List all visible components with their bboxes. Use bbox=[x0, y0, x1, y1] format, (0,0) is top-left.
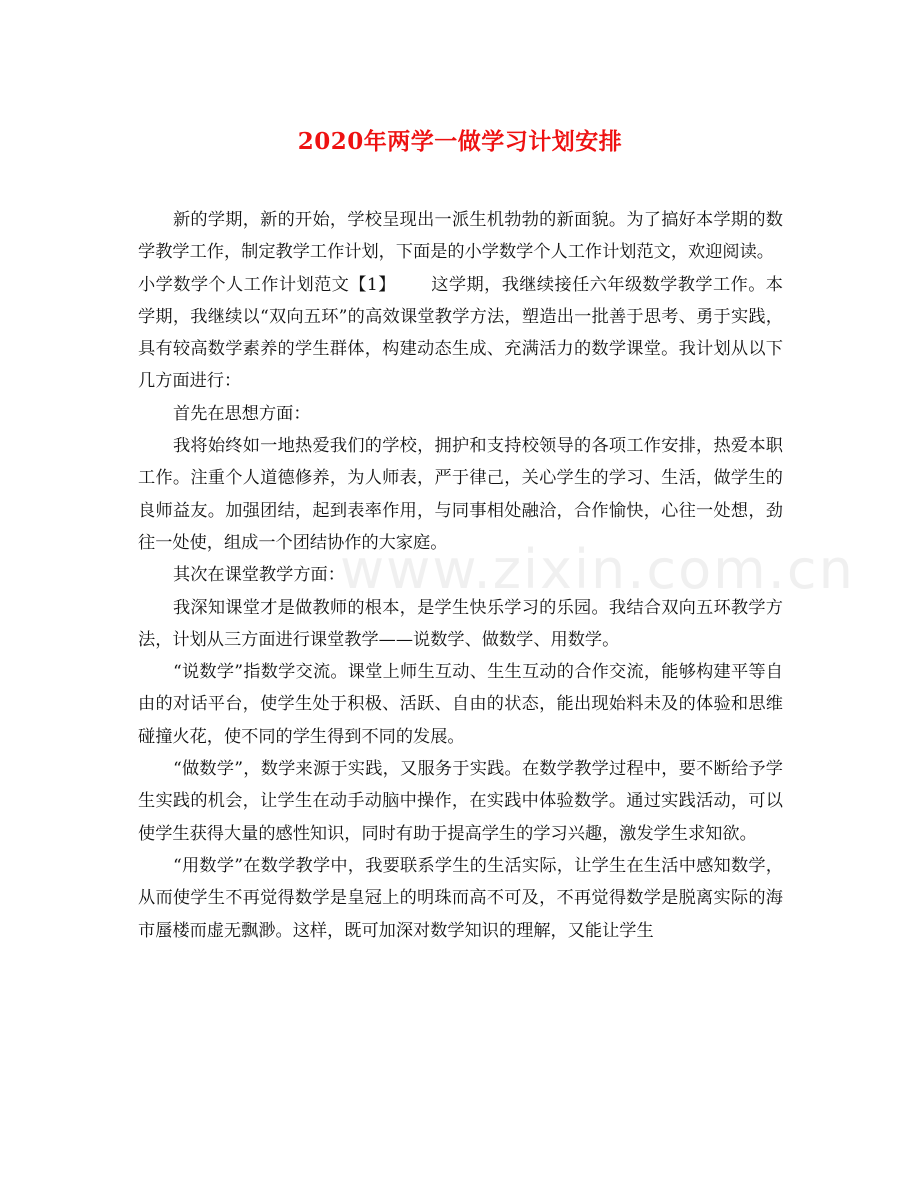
paragraph-classroom: 我深知课堂才是做教师的根本，是学生快乐学习的乐园。我结合双向五环教学方法，计划从三方面进行课堂教学——说数学、做数学、用数学。 bbox=[138, 597, 783, 650]
section-heading: 小学数学个人工作计划范文【1】 bbox=[138, 274, 396, 295]
paragraph-thought: 我将始终如一地热爱我们的学校，拥护和支持校领导的各项工作安排，热爱本职工作。注重个人道德修养，为人师表，严于律己，关心学生的学习、生活，做学生的良师益友。加强团结，起到表率作用，与同事相处融洽，合作愉快，心往一处想，劲往一处使，组成一个团结协作的大家庭。 bbox=[138, 436, 783, 553]
document-body bbox=[138, 204, 783, 947]
paragraph-do-math: “做数学”，数学来源于实践，又服务于实践。在数学教学过程中，要不断给予学生实践的机会，让学生在动手动脑中操作，在实践中体验数学。通过实践活动，可以使学生获得大量的感性知识，同时有助于提高学生的学习兴趣，激发学生求知欲。 bbox=[138, 759, 783, 844]
paragraph-use-math: “用数学”在数学教学中，我要联系学生的生活实际，让学生在生活中感知数学，从而使学生不再觉得数学是皇冠上的明珠而高不可及，不再觉得数学是脱离实际的海市蜃楼而虚无飘渺。这样，既可加深对数学知识的理解，又能让学生 bbox=[138, 855, 783, 941]
watermark: www.zixin.com.cn bbox=[340, 538, 855, 601]
paragraph-section-1 bbox=[138, 269, 783, 398]
paragraph-intro: 新的学期，新的开始，学校呈现出一派生机勃勃的新面貌。为了搞好本学期的数学教学工作，制定教学工作计划，下面是的小学数学个人工作计划范文，欢迎阅读。 bbox=[138, 210, 783, 263]
document-title: 2020年两学一做学习计划安排 bbox=[297, 128, 623, 155]
section-text: 这学期，我继续接任六年级数学教学工作。本学期，我继续以“双向五环”的高效课堂教学方法，塑造出一批善于思考、勇于实践，具有较高数学素养的学生群体，构建动态生成、充满活力的数学课堂。我计划从以下几方面进行： bbox=[138, 274, 783, 392]
paragraph-speak-math: “说数学”指数学交流。课堂上师生互动、生生互动的合作交流，能够构建平等自由的对话平台，使学生处于积极、活跃、自由的状态，能出现始料未及的体验和思维碰撞火花，使不同的学生得到不同的发展。 bbox=[138, 662, 783, 747]
paragraph-thought-heading: 首先在思想方面： bbox=[173, 403, 311, 424]
paragraph-classroom-heading: 其次在课堂教学方面： bbox=[173, 565, 345, 586]
